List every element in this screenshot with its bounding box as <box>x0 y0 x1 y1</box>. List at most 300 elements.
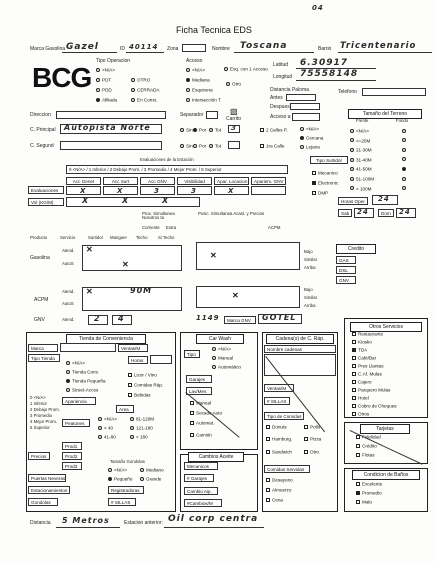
puertas-neveras-label: Puertas Neveras <box>28 474 66 482</box>
servicio-4[interactable] <box>352 363 384 368</box>
cadena-title: Cadena(s) de C. Ráp. <box>266 334 334 344</box>
acceso-a-label: Acceso a <box>270 114 291 120</box>
fondo-label: Fondo <box>396 118 409 123</box>
tarjetas-title: Tarjetas <box>360 424 410 434</box>
distancia-label: Distancia <box>30 520 51 526</box>
antes-label: Antes <box>270 95 283 101</box>
gasolina-autos-label: AutoS <box>62 261 74 266</box>
gasolina-label: Gasolina <box>30 255 50 261</box>
eval-col-4: Apar. Locacion <box>214 177 249 185</box>
area-na[interactable]: <N/A> <box>98 416 117 421</box>
servicio-1[interactable] <box>352 339 372 344</box>
longitud-value[interactable]: 75558148 <box>300 69 359 79</box>
tipo-op-pdt[interactable]: PDT <box>96 77 111 82</box>
marca-value[interactable]: Gazel <box>66 42 99 52</box>
evaluaciones-title: Evaluaciones de la Estación <box>140 157 194 162</box>
car-wash-automatico[interactable]: Automático <box>212 364 241 369</box>
gasolina-grid[interactable] <box>82 245 182 271</box>
servicio-0-checkbox[interactable] <box>352 332 356 336</box>
segund-por[interactable]: Por <box>193 143 206 148</box>
servicio-0-label: Restaurante <box>358 331 384 337</box>
principal-tot[interactable]: Tot <box>209 127 221 132</box>
gnv-precio: 1149 <box>196 314 220 322</box>
condicion-2-checkbox[interactable] <box>356 500 360 504</box>
productos-col-2: Surtidor <box>88 235 104 240</box>
telefono-label: Telefono <box>338 89 357 95</box>
tienda-tipo-conv[interactable]: Tienda Conv. <box>66 369 99 374</box>
tienda-apariencia-label: Apariencia <box>62 397 96 405</box>
tienda-prod1[interactable]: Prod1 <box>62 442 82 450</box>
credito-gas[interactable]: GAS <box>336 256 356 264</box>
servicio-5[interactable] <box>352 371 382 376</box>
simil-label-1: Similar <box>304 257 318 262</box>
condicion-1[interactable] <box>356 490 382 495</box>
despues-field[interactable] <box>290 103 320 110</box>
comidas-servidas-label: Comidas Servidas <box>264 465 310 473</box>
eval-value-1-text: X <box>117 187 124 195</box>
servida-cena[interactable]: Cena <box>266 497 283 502</box>
distancia-value[interactable]: 5 Metros <box>62 516 110 525</box>
acpm-price-grid[interactable] <box>196 286 300 308</box>
cadena-sillas-label: # SILLAS <box>264 397 290 405</box>
tienda-tipo-street[interactable]: Street-Acces <box>66 387 98 392</box>
car-wash-na[interactable]: <N/A> <box>212 346 231 351</box>
principal-sin[interactable]: Sin <box>180 127 193 132</box>
arriba-label-1: Arriba <box>304 265 316 270</box>
acpm-value: 90M <box>130 286 153 295</box>
tienda-title: Tienda de Conveniencia <box>66 334 146 344</box>
estacion-anterior-value[interactable]: Oil corp centra <box>168 514 259 524</box>
cambios-garajes-label: # Garajes <box>184 474 214 482</box>
servicio-4-checkbox[interactable] <box>352 364 356 368</box>
eval-value-0[interactable] <box>66 186 101 195</box>
id-label: ID <box>120 46 125 52</box>
gnv-label: GNV <box>34 317 45 323</box>
terreno-frente-2[interactable] <box>350 147 372 152</box>
terreno-frente-4[interactable] <box>350 166 372 171</box>
terreno-frente-4-radio[interactable] <box>350 167 354 171</box>
cadena-ventas-label: Ventas/M <box>264 384 294 392</box>
bcg-logo: BCG <box>32 62 92 93</box>
posic-simultanea-label: Posic. Simultanea Acast. y Precios <box>198 211 265 216</box>
car-wash-svc-automat[interactable]: Automat. <box>190 420 214 425</box>
productos-col-5: Si Techo <box>158 235 175 240</box>
bajo-label-2: Bajo <box>304 287 313 292</box>
tienda-scale-1: 1 Inferior <box>30 401 47 406</box>
servicio-2[interactable] <box>352 347 367 352</box>
id-value[interactable]: 40114 <box>129 43 159 51</box>
servicio-9-label: Cobro de Cheques <box>358 403 397 409</box>
eval-col-5: Apariem. GNV <box>251 177 286 185</box>
tipo-op-construccion[interactable]: En Const. <box>131 97 157 102</box>
cadena-nombre-label: Nombre cadenas <box>264 345 336 353</box>
acpm-price-mark: ✕ <box>232 291 239 300</box>
terreno-frente-6-radio[interactable] <box>350 186 354 190</box>
sab-value: 24 <box>357 208 369 216</box>
servicio-5-label: C.Af. Mulas <box>358 371 382 377</box>
dom-label: Dom <box>378 209 394 217</box>
eval-col-1: Acc Surt <box>103 177 138 185</box>
servicio-3-label: Café/Bar <box>358 355 377 361</box>
terreno-frente-3[interactable] <box>350 157 372 162</box>
terreno-frente-2-label: 21-30M <box>356 147 372 153</box>
acpm-mark-1: ✕ <box>86 287 93 296</box>
direccion-label: Direccion <box>30 112 51 118</box>
terreno-frente-4-label: 41-50M <box>356 166 372 172</box>
frente-label: Frente <box>356 118 369 123</box>
servicio-1-label: Kiosko <box>358 339 372 345</box>
marca-gnv-value: GOTEL <box>262 313 297 322</box>
marca-gnv-label: Marca GNV <box>224 316 256 324</box>
latitud-value[interactable]: 6.30917 <box>300 58 348 68</box>
servicio-2-label: TDA <box>358 347 368 353</box>
tienda-precios-label: Precios <box>28 452 50 460</box>
zona-field[interactable] <box>182 44 206 52</box>
vol-value-2: X <box>162 196 170 205</box>
terreno-frente-0[interactable] <box>350 128 369 133</box>
tamano-terreno-title: Tamaño del Terreno <box>348 109 422 119</box>
tienda-scale-3: 3 Promedio <box>30 413 52 418</box>
estacionamientos-label: Estacionamientos <box>28 486 70 494</box>
tienda-licor[interactable]: Licor / Vino <box>128 372 157 377</box>
car-wash-garajes-label: Garajes <box>186 375 212 383</box>
nombre-value[interactable]: Toscana <box>240 41 288 51</box>
acceso-lejana[interactable]: Lejana <box>300 144 320 149</box>
carrito-icon: ▧ <box>230 107 238 116</box>
tienda-prod3[interactable]: Prod3 <box>62 462 82 470</box>
corriente-label: Corriente <box>142 225 160 230</box>
corner-mark: 04 <box>312 4 324 12</box>
tienda-peatones-label: Peatones <box>62 419 90 427</box>
prox-simultanea-label: Prox. Simultanea Nosotros ta <box>142 211 175 221</box>
tienda-tipo-na[interactable]: <N/A> <box>66 360 85 365</box>
condicion-2[interactable] <box>356 499 372 504</box>
tarjeta-1-label: Crédito <box>362 443 377 449</box>
servicio-8-checkbox[interactable] <box>352 396 356 400</box>
terreno-frente-3-radio[interactable] <box>350 158 354 162</box>
terreno-fondo-5-radio[interactable] <box>402 177 406 181</box>
segund-sin[interactable]: Sin <box>180 143 193 148</box>
terreno-frente-5[interactable] <box>350 176 374 181</box>
tarjeta-1[interactable] <box>356 443 377 448</box>
horas-label: Horas Oper. <box>338 197 368 205</box>
tipo-op-afiliada[interactable]: Afiliada <box>96 97 117 102</box>
acceso-esquinera[interactable]: Esquinera <box>186 87 213 92</box>
tienda-bebidas[interactable]: Bebidas <box>128 392 151 397</box>
terreno-frente-5-label: 51-100M <box>356 176 375 182</box>
gondolas-grande[interactable]: Grande <box>140 476 161 481</box>
barrio-value[interactable]: Tricentenario <box>340 41 417 51</box>
distancia-paloma-label: Distancia Paloma <box>270 87 309 93</box>
acpm-autos-label: AutoS <box>62 301 74 306</box>
servicio-2-checkbox[interactable] <box>352 348 356 352</box>
tienda-horas-field[interactable] <box>150 355 172 364</box>
segund-field[interactable] <box>60 141 162 150</box>
acceso-interseccion[interactable]: Intersección T <box>186 97 221 102</box>
area-40[interactable]: < 40 <box>98 425 113 430</box>
cambio-aip-label: Cambio Aip. <box>184 487 218 495</box>
eval-value-4[interactable] <box>214 186 249 195</box>
tienda-scale-2: 2 Debajo Prom. <box>30 407 60 412</box>
gnv-surt-value: 4 <box>118 314 125 323</box>
terreno-frente-5-radio[interactable] <box>350 177 354 181</box>
tarjeta-2[interactable] <box>356 452 375 457</box>
segund-tot[interactable]: Tot <box>209 143 221 148</box>
terreno-frente-0-label: <N/A> <box>356 128 370 134</box>
principal-tot-value: 3 <box>231 124 237 132</box>
tienda-scale-5: 5 Superior <box>30 425 50 430</box>
comida-otro[interactable]: Otro <box>304 449 319 454</box>
acceso-cercana[interactable]: Cercana <box>300 135 323 140</box>
comida-donuts[interactable]: Donuts <box>266 424 287 429</box>
gasolina-mark-1: ✕ <box>86 245 93 254</box>
tipo-op-cerrada[interactable]: CERRADA <box>131 87 159 92</box>
estacion-anterior-label: Estacion anterior: <box>124 520 163 526</box>
gondolas-na[interactable]: <N/A> <box>108 467 127 472</box>
area-180[interactable]: > 180 <box>130 434 148 439</box>
tamano-gondolas-label: Tamaño Gondolas <box>110 459 145 464</box>
latitud-label: Latitud <box>273 62 289 68</box>
tienda-scale-4: 4 Mejor Prom. <box>30 419 57 424</box>
servicio-7-label: Parquero Mulas <box>358 387 391 393</box>
condicion-0-checkbox[interactable] <box>356 482 360 486</box>
acpm-header-label: ACPM <box>268 225 281 230</box>
terreno-frente-2-radio[interactable] <box>350 148 354 152</box>
evaluaciones-label: Evaluaciones <box>28 186 64 194</box>
servicio-9-checkbox[interactable] <box>352 404 356 408</box>
condicion-0[interactable] <box>356 481 382 486</box>
terreno-frente-1[interactable] <box>350 138 370 143</box>
servicio-7[interactable] <box>352 387 390 392</box>
credito-title: Credito <box>336 244 376 254</box>
servicio-10-checkbox[interactable] <box>352 412 356 416</box>
tipo-op-na[interactable]: <N/A> <box>96 67 115 72</box>
vol-value-0: X <box>82 196 90 205</box>
servicio-10-label: Otros <box>358 411 370 417</box>
comida-pollo[interactable]: Pollo <box>304 424 320 429</box>
separador-label: Separador <box>180 112 204 118</box>
longitud-label: Longitud <box>273 74 293 80</box>
acceso-a-field[interactable] <box>292 113 320 121</box>
servicio-3[interactable] <box>352 355 376 360</box>
antes-field[interactable] <box>286 94 316 101</box>
comida-hamburg[interactable]: Hamburg. <box>266 436 292 441</box>
gondolas-label: Gondolas <box>28 498 58 506</box>
tarjeta-1-checkbox[interactable] <box>356 444 360 448</box>
productos-col-3: Manguer <box>110 235 127 240</box>
car-wash-lav-mes-label: Lav/Mes <box>186 387 212 395</box>
eval-value-1[interactable] <box>103 186 138 195</box>
mecanicos-label: Mecanicos <box>184 462 218 470</box>
segund-tot-field[interactable] <box>228 141 240 149</box>
una-calle[interactable]: 1ra Calle <box>260 143 284 148</box>
gondolas-mediano[interactable]: Mediano <box>140 467 164 472</box>
terreno-fondo-4-radio[interactable] <box>402 167 406 171</box>
eval-col-3: Visibilidad <box>177 177 212 185</box>
tienda-sillas-label: # SILLAS <box>108 498 136 506</box>
servicio-6-checkbox[interactable] <box>352 380 356 384</box>
telefono-field[interactable] <box>362 88 426 96</box>
acceso-title: Acceso <box>186 58 203 64</box>
tarjeta-2-label: Flotas <box>362 452 375 458</box>
car-wash-manual[interactable]: Manual <box>212 355 233 360</box>
tienda-ventas-label: Ventas/M <box>118 344 148 352</box>
servicio-3-checkbox[interactable] <box>352 356 356 360</box>
dos-calles-p[interactable]: 2 Calles P. <box>260 127 288 132</box>
car-wash-svc-manual[interactable]: Manual <box>190 400 211 405</box>
servicio-8-label: Hotel <box>358 395 369 401</box>
principal-value: Autopista Norte <box>64 123 151 132</box>
terreno-frente-6[interactable] <box>350 186 371 191</box>
acpm-atend-label: Atend. <box>62 289 75 294</box>
eval-value-2-text: 3 <box>154 187 160 195</box>
barrio-label: Barrio <box>318 46 332 52</box>
servicio-7-checkbox[interactable] <box>352 388 356 392</box>
tipo-surtidor-dmp[interactable]: DMP <box>312 190 328 195</box>
vol-label: Vol (KG/M) <box>28 198 64 206</box>
tarjeta-0-label: Fidelidad <box>362 434 381 440</box>
car-wash-svc-camion[interactable]: Camión <box>190 432 212 437</box>
acceso-na-option[interactable]: <N/A> <box>300 126 319 131</box>
despues-label: Despues <box>270 104 290 110</box>
area-121-180[interactable]: 121-180 <box>130 425 153 430</box>
terreno-frente-1-radio[interactable] <box>350 138 354 142</box>
servida-almuerzo[interactable]: Almuerzo <box>266 487 291 492</box>
cambios-aceite-title: Cambios Aceite <box>188 452 244 462</box>
servida-desayuno[interactable]: Desayuno <box>266 477 293 482</box>
eval-value-2[interactable] <box>140 186 175 195</box>
separador-field[interactable] <box>206 111 218 119</box>
terreno-fondo-6-radio[interactable] <box>402 186 406 190</box>
terreno-frente-1-label: <=20M <box>356 137 371 143</box>
acceso-mediana[interactable]: Mediana <box>186 77 210 82</box>
servicio-5-checkbox[interactable] <box>352 372 356 376</box>
tienda-marca-label: Marca <box>28 344 58 352</box>
gasolina-price-mark: ✕ <box>210 251 217 260</box>
area-81-120[interactable]: 81-120M <box>130 416 154 421</box>
tipo-surtidor-mecanico[interactable]: Mecanico <box>312 170 338 175</box>
horas-value: 24 <box>378 195 390 203</box>
segund-label: C. Segund <box>30 143 54 149</box>
acpm-row-label: ACPM <box>34 297 49 303</box>
eval-value-0-text: X <box>80 187 87 195</box>
direccion-field[interactable] <box>56 111 166 119</box>
registradoras-label: Registradoras <box>108 486 144 494</box>
terreno-fondo-1-radio[interactable] <box>402 138 406 142</box>
gondolas-pequeno[interactable]: Pequeño <box>108 476 132 481</box>
terreno-fondo-0-radio[interactable] <box>402 129 406 133</box>
car-wash-svc-secado[interactable]: Secado Auto <box>190 410 222 415</box>
terreno-frente-6-label: > 100M <box>356 185 372 191</box>
condicion-0-label: Excelente <box>362 481 383 487</box>
car-wash-title: Car Wash <box>196 334 244 344</box>
bajo-label-1: Bajo <box>304 249 313 254</box>
tienda-horas-label: Horas <box>128 356 148 364</box>
tienda-prod2[interactable]: Prod2 <box>62 452 82 460</box>
terreno-frente-0-radio[interactable] <box>350 129 354 133</box>
condicion-2-label: Malo <box>362 499 372 505</box>
servicio-10[interactable] <box>352 411 369 416</box>
arriba-label-2: Arriba <box>304 303 316 308</box>
comida-sandwich[interactable]: Sandwich <box>266 449 292 454</box>
vol-value-1: X <box>122 196 130 205</box>
servicio-1-checkbox[interactable] <box>352 340 356 344</box>
productos-col-0: Producto <box>30 235 48 240</box>
marca-label: Marca Gasolina <box>30 46 66 52</box>
servicio-4-label: Pres Llantas <box>358 363 384 369</box>
acceso-na[interactable]: <N/A> <box>186 67 205 72</box>
evaluaciones-scale: 0 <N/A> / 1 Inferior / 2 Debajo Prom. / 3 Promedio / 4 Mejor Prom. / 5 Superior <box>66 165 288 174</box>
gasolina-atend-label: Atend. <box>62 248 75 253</box>
cadena-nombre-field[interactable] <box>264 354 336 376</box>
tipo-op-otro[interactable]: OTRO <box>131 77 150 82</box>
page-title: Ficha Tecnica EDS <box>176 25 252 35</box>
sab-label: Sab <box>338 209 352 217</box>
servicio-6[interactable] <box>352 379 372 384</box>
eval-value-3[interactable] <box>177 186 212 195</box>
tienda-comidas[interactable]: Comidas Ráp. <box>128 382 163 387</box>
tienda-area-label: Area <box>116 405 134 413</box>
zona-label: Zona <box>167 46 179 52</box>
terreno-fondo-2-radio[interactable] <box>402 148 406 152</box>
tipo-operacion-title: Tipo Operacion <box>96 58 130 64</box>
eval-value-3-text: 3 <box>191 187 197 195</box>
principal-por[interactable]: Por <box>193 127 206 132</box>
cambios-mes-label: #Cambios/M <box>184 499 222 507</box>
gnv-atend-label: Atend. <box>62 317 75 322</box>
eval-col-0: Acc Genet <box>66 177 101 185</box>
servicio-0[interactable] <box>352 331 383 336</box>
eval-value-4-text: X <box>228 187 235 195</box>
servicio-9[interactable] <box>352 403 397 408</box>
terreno-fondo-3-radio[interactable] <box>402 157 406 161</box>
simil-label-2: Similar <box>304 295 318 300</box>
dom-value: 24 <box>399 208 411 216</box>
productos-col-1: Servicio <box>60 235 76 240</box>
condicion-1-checkbox[interactable] <box>356 491 360 495</box>
productos-col-4: Techo <box>136 235 148 240</box>
tienda-tipo-pequena[interactable]: Tienda Pequeña <box>66 378 106 383</box>
tarjeta-2-checkbox[interactable] <box>356 453 360 457</box>
servicio-6-label: Cajero <box>358 379 372 385</box>
tipo-comidas-label: Tipo de Comidas <box>264 412 304 420</box>
tipo-surtidor-label: Tipo Surtidor <box>310 156 348 164</box>
tienda-tipo-label: Tipo Tienda <box>28 354 60 362</box>
acceso-esq-un-acceso[interactable]: Esq. con 1 Acceso <box>224 66 268 71</box>
principal-label: C. Principal <box>30 127 56 133</box>
servicio-8[interactable] <box>352 395 369 400</box>
eval-value-5[interactable] <box>251 186 286 195</box>
tienda-marca-field[interactable] <box>60 343 116 352</box>
tipo-op-pdd[interactable]: PDD <box>96 87 112 92</box>
eval-col-2: Acc GNV <box>140 177 175 185</box>
comida-pizza[interactable]: Pizza <box>304 436 321 441</box>
terreno-frente-3-label: 31-40M <box>356 157 372 163</box>
extra-label: Extra <box>166 225 177 230</box>
condicion-1-label: Promedio <box>362 490 382 496</box>
otros-servicios-title: Otros Servicios <box>350 322 422 332</box>
credito-gnv[interactable]: GNV <box>336 276 356 284</box>
car-wash-tipo-label: Tipo <box>184 350 200 358</box>
condicion-banos-title: Condicion de Baños <box>352 470 420 480</box>
credito-dsl[interactable]: DSL <box>336 266 356 274</box>
acceso-otro[interactable]: Otro <box>226 81 241 86</box>
nombre-label: Nombre <box>212 46 230 52</box>
tienda-scale-0: 0 <N/A> <box>30 395 46 400</box>
tipo-surtidor-electronic[interactable]: Electronic <box>312 180 338 185</box>
area-41-80[interactable]: 41-80 <box>98 434 116 439</box>
carrito-label: Carrito <box>226 116 242 122</box>
